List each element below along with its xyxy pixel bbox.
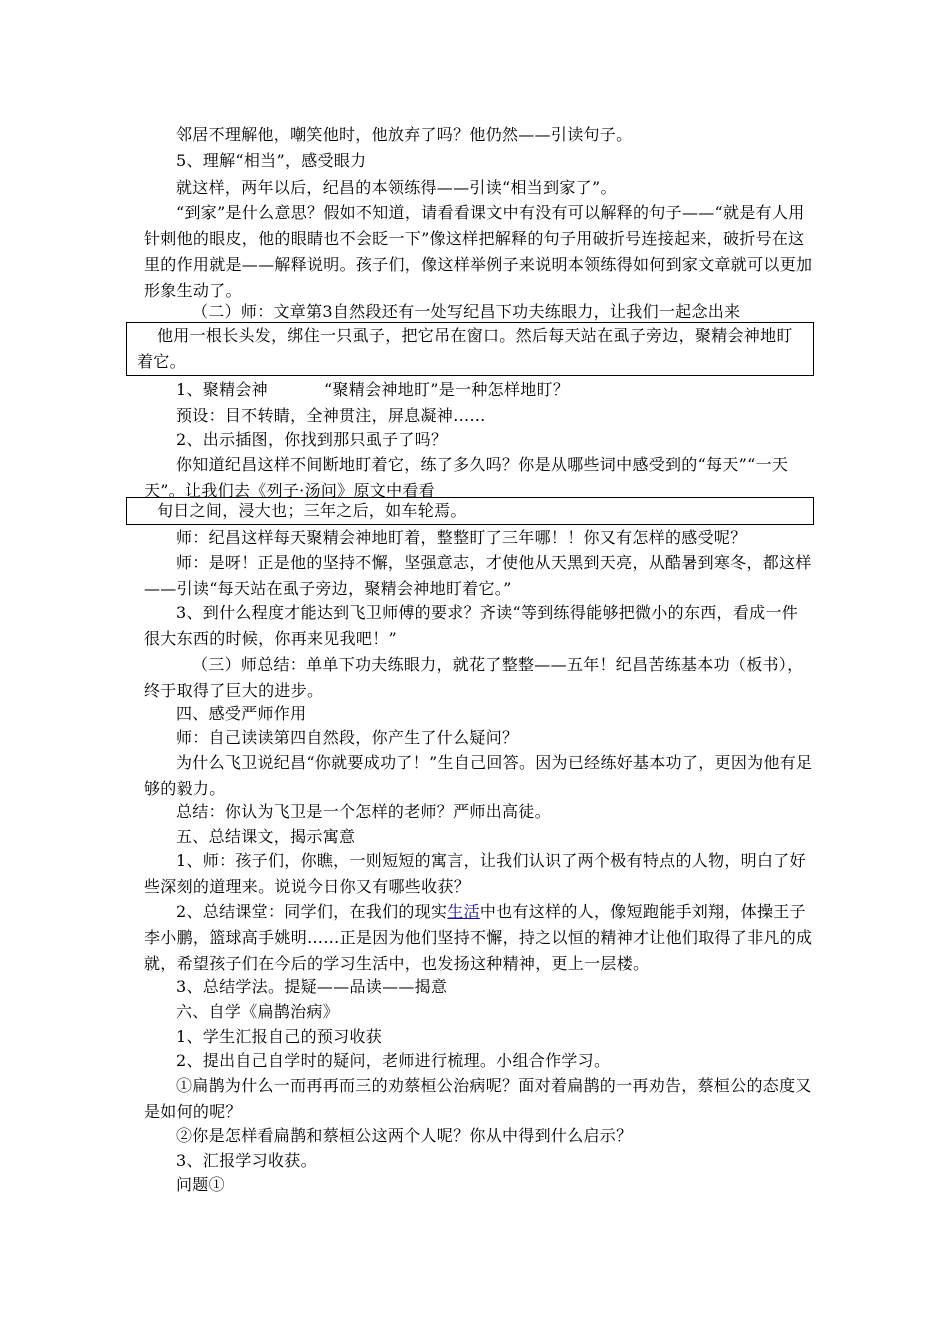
paragraph-text: 中也有这样的人，像短跑能手刘翔，体操王子李小鹏，篮球高手姚明……正是因为他们坚持不懈，持之以恒的精神才让他们取得了非凡的成就，希望孩子们在今后的学习生活中，也发扬这种精神，更上一层楼。 xyxy=(144,902,813,973)
paragraph: 为什么飞卫说纪昌“你就要成功了！”生自己回答。因为已经练好基本功了，更因为他有足够的毅力。 xyxy=(144,753,813,798)
life-link[interactable]: 生活 xyxy=(447,902,480,921)
paragraph: 预设：目不转睛，全神贯注，屏息凝神…… xyxy=(176,406,486,425)
paragraph: “到家”是什么意思？假如不知道，请看看课文中有没有可以解释的句子——“就是有人用针刺他的眼皮，他的眼睛也不会眨一下”像这样把解释的句子用破折号连接起来，破折号在这里的作用就是——解释说明。孩子们，像这样举例子来说明本领练得如何到家文章就可以更加形象生动了。 xyxy=(144,203,813,300)
paragraph: 3、总结学法。提疑——品读——揭意 xyxy=(176,977,448,996)
paragraph: 就这样，两年以后，纪昌的本领练得——引读“相当到家了”。 xyxy=(176,178,617,197)
paragraph: 2、出示插图，你找到那只虱子了吗？ xyxy=(176,430,448,449)
section-heading: 六、自学《扁鹊治病》 xyxy=(176,1002,340,1021)
quote-box xyxy=(126,497,814,525)
paragraph: 你知道纪昌这样不间断地盯着它，练了多久吗？你是从哪些词中感受到的“每天”“一天天”。让我们去《列子·汤问》原文中看看 xyxy=(144,455,789,500)
paragraph: 总结：你认为飞卫是一个怎样的老师？严师出高徒。 xyxy=(176,802,551,821)
paragraph xyxy=(144,377,814,403)
paragraph: （三）师总结：单单下功夫练眼力，就花了整整——五年！纪昌苦练基本功（板书），终于取得了巨大的进步。 xyxy=(144,655,804,700)
paragraph: 5、理解“相当”，感受眼力 xyxy=(176,151,367,170)
paragraph: 问题① xyxy=(176,1175,225,1194)
paragraph: ②你是怎样看扁鹊和蔡桓公这两个人呢？你从中得到什么启示？ xyxy=(176,1126,633,1145)
section-heading: 五、总结课文，揭示寓意 xyxy=(176,827,356,846)
paragraph: 1、师：孩子们，你瞧，一则短短的寓言，让我们认识了两个极有特点的人物，明白了好些深刻的道理来。说说今日你又有哪些收获？ xyxy=(144,851,806,896)
paragraph: 3、到什么程度才能达到飞卫师傅的要求？齐读“等到练得能够把微小的东西，看成一件很大东西的时候，你再来见我吧！” xyxy=(144,603,799,648)
quote-box xyxy=(126,322,814,376)
paragraph: ①扁鹊为什么一而再再而三的劝蔡桓公治病呢？面对着扁鹊的一再劝告，蔡桓公的态度又是如何的呢？ xyxy=(144,1076,812,1121)
paragraph: 2、提出自己自学时的疑问，老师进行梳理。小组合作学习。 xyxy=(176,1051,611,1070)
paragraph: 师：是呀！正是他的坚持不懈，坚强意志，才使他从天黑到天亮，从酷暑到寒冬，都这样——引读“每天站在虱子旁边，聚精会神地盯着它。” xyxy=(144,553,812,598)
paragraph: 师：纪昌这样每天聚精会神地盯着，整整盯了三年哪！！你又有怎样的感受呢？ xyxy=(176,528,747,547)
paragraph xyxy=(144,899,814,977)
paragraph: （二）师：文章第3自然段还有一处写纪昌下功夫练眼力，让我们一起念出来 xyxy=(192,302,741,321)
item-label: 1、聚精会神 xyxy=(176,380,268,399)
paragraph: 师：自己读读第四自然段，你产生了什么疑问？ xyxy=(176,728,519,747)
quote-text: 旬日之间，浸大也；三年之后，如车轮焉。 xyxy=(157,501,467,520)
paragraph: 1、学生汇报自己的预习收获 xyxy=(176,1027,383,1046)
paragraph: 邻居不理解他，嘲笑他时，他放弃了吗？他仍然——引读句子。 xyxy=(176,125,633,144)
paragraph-text: 2、总结课堂：同学们，在我们的现实 xyxy=(176,902,448,921)
paragraph: 3、汇报学习收获。 xyxy=(176,1151,317,1170)
quote-text: 他用一根长头发，绑住一只虱子，把它吊在窗口。然后每天站在虱子旁边，聚精会神地盯着它。 xyxy=(137,326,793,371)
item-question: “聚精会神地盯”是一种怎样地盯？ xyxy=(323,380,570,399)
section-heading: 四、感受严师作用 xyxy=(176,704,307,723)
